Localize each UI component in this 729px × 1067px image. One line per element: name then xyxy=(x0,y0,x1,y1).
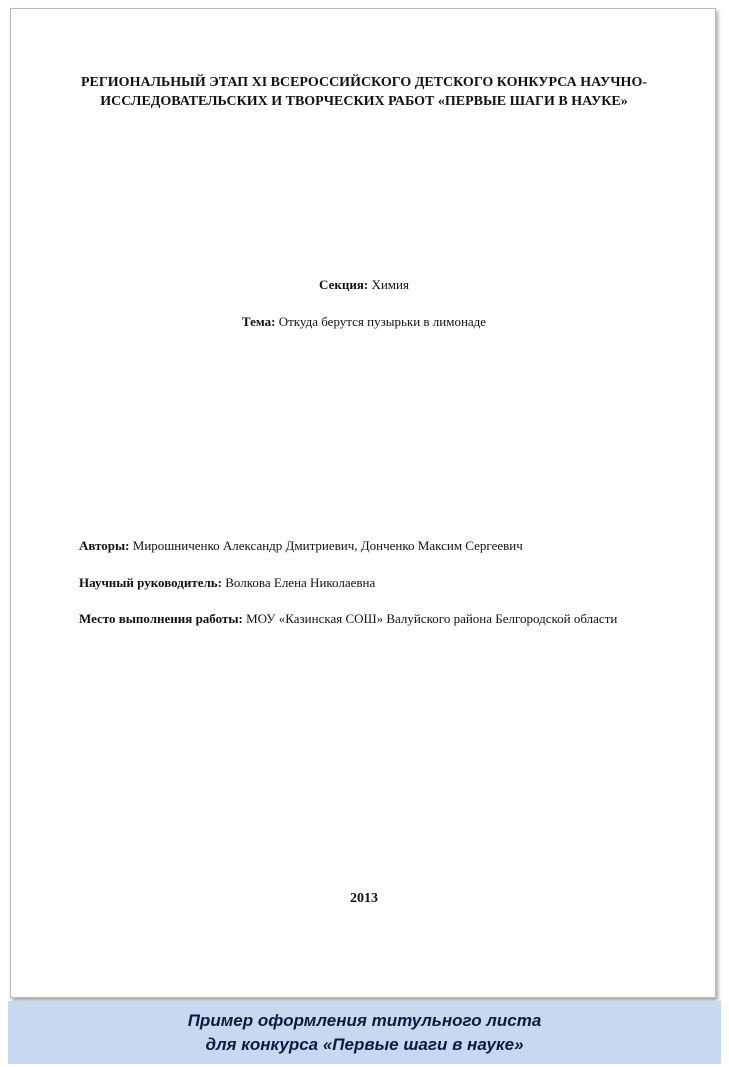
title-line-1: РЕГИОНАЛЬНЫЙ ЭТАП XI ВСЕРОССИЙСКОГО ДЕТСКОГО КОНКУРСА НАУЧНО- xyxy=(81,75,647,90)
section-line xyxy=(11,277,717,293)
section-value: Химия xyxy=(371,277,409,292)
topic-value: Откуда берутся пузырьки в лимонаде xyxy=(278,314,487,329)
title-page-document xyxy=(10,8,716,998)
title-line-2: ИССЛЕДОВАТЕЛЬСКИХ И ТВОРЧЕСКИХ РАБОТ «ПЕРВЫЕ ШАГИ В НАУКЕ» xyxy=(100,94,628,109)
supervisor-label: Научный руководитель: xyxy=(79,575,222,590)
authors-value: Мирошниченко Александр Дмитриевич, Донченко Максим Сергеевич xyxy=(132,538,523,553)
topic-label: Тема: xyxy=(241,314,276,329)
caption-line-1: Пример оформления титульного листа xyxy=(187,1011,542,1030)
caption-line-2: для конкурса «Первые шаги в науке» xyxy=(205,1035,524,1054)
authors-label: Авторы: xyxy=(79,538,130,553)
competition-title xyxy=(51,73,677,111)
caption-banner xyxy=(8,1001,721,1064)
section-label: Секция: xyxy=(319,277,369,292)
workplace-label: Место выполнения работы: xyxy=(79,611,243,626)
workplace-value: МОУ «Казинская СОШ» Валуйского района Белгородской области xyxy=(246,611,618,626)
supervisor-line xyxy=(79,575,709,591)
supervisor-value: Волкова Елена Николаевна xyxy=(225,575,376,590)
year: 2013 xyxy=(350,891,378,906)
authors-line xyxy=(79,538,709,554)
topic-line xyxy=(11,314,717,330)
workplace-line xyxy=(79,611,709,627)
